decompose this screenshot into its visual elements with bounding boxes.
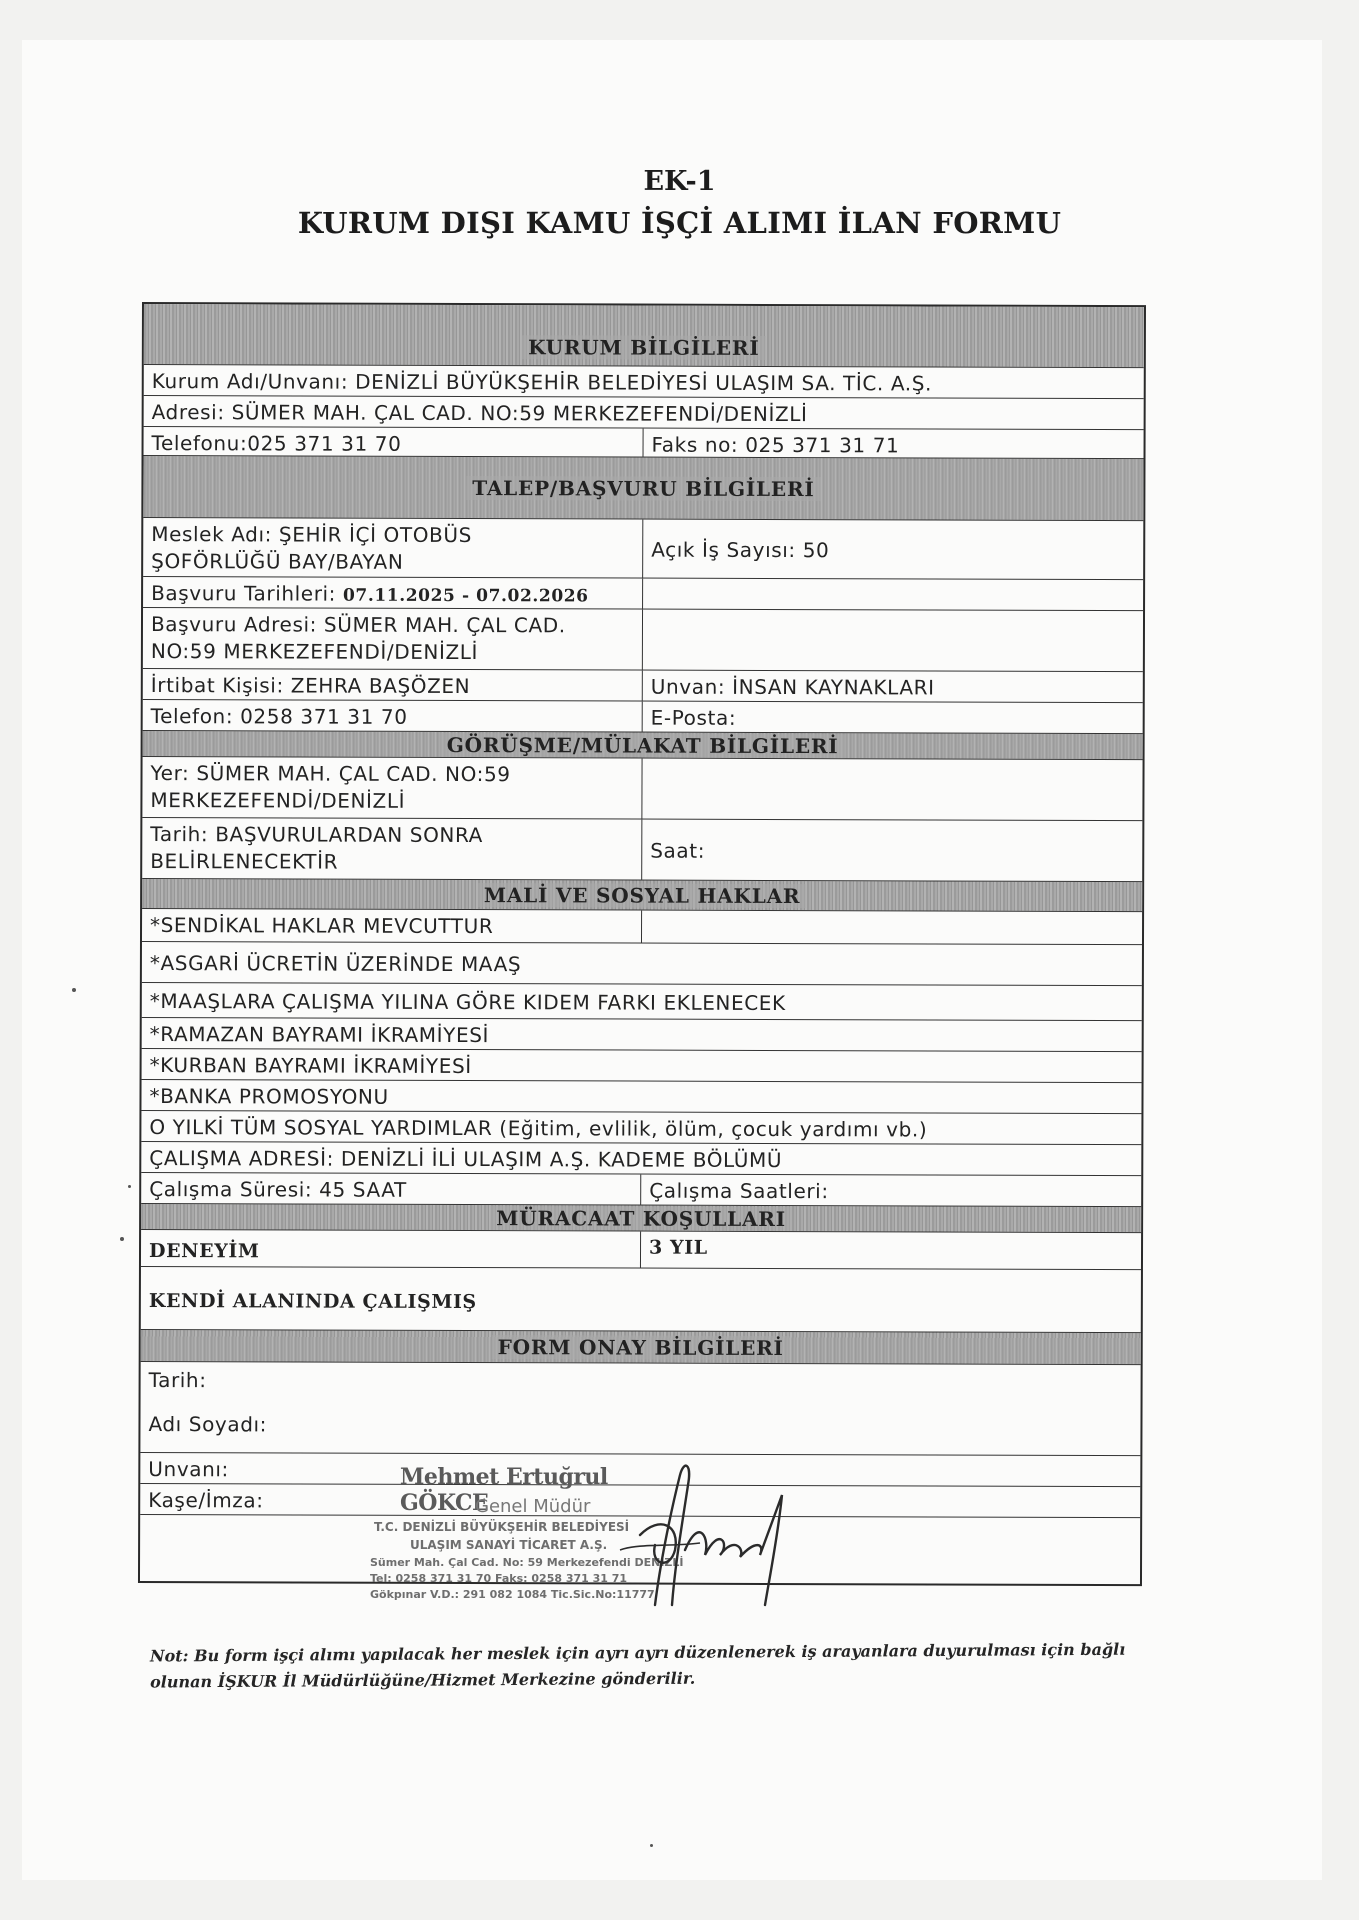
gorusme-tarih: [142, 818, 642, 880]
stamp-line: Tel: 0258 371 31 70 Faks: 0258 371 31 71: [370, 1572, 628, 1585]
form-row: [141, 1172, 1141, 1206]
form-row: [142, 982, 1142, 1020]
form-row: [142, 1048, 1142, 1082]
section-title: MALİ VE SOSYAL HAKLAR: [478, 883, 806, 908]
footnote: Not: Bu form işçi alımı yapılacak her meslek için ayrı ayrı düzenlenerek iş arayanlara duyurulması için bağlı olunan İŞKUR İl Müdürlüğüne/Hizmet Merkezine gönderilir.: [149, 1639, 1126, 1692]
basvuru-tarihleri-label: Başvuru Tarihleri:: [151, 581, 344, 606]
section-title: GÖRÜŞME/MÜLAKAT BİLGİLERİ: [441, 732, 845, 757]
onay-kase-imza: Kaşe/İmza:: [148, 1488, 264, 1513]
basvuru-adresi: [143, 608, 643, 670]
acik-is-sayisi: Açık İş Sayısı: 50: [651, 537, 830, 563]
gorusme-yer: [142, 757, 642, 819]
hak-item: *BANKA PROMOSYONU: [149, 1084, 389, 1109]
onay-tarih: Tarih:: [148, 1368, 207, 1393]
kurum-faks: Faks no: 025 371 31 71: [651, 432, 900, 458]
muracaat-aciklama: KENDİ ALANINDA ÇALIŞMIŞ: [148, 1289, 477, 1313]
stamp-line: T.C. DENİZLİ BÜYÜKŞEHİR BELEDİYESİ: [374, 1520, 630, 1534]
stamp-name: Mehmet Ertuğrul GÖKCE: [400, 1464, 608, 1516]
gorusme-tarih-line: Tarih: BAŞVURULARDAN SONRA: [150, 822, 484, 848]
form-row: [144, 426, 1144, 458]
kurum-telefon: Telefonu:025 371 31 70: [144, 427, 644, 457]
meslek-adi: [143, 518, 643, 578]
form-row: [141, 1229, 1141, 1269]
onay-unvani: Unvanı:: [148, 1457, 229, 1482]
scan-speck: [120, 1237, 124, 1241]
form-row: [144, 364, 1144, 398]
section-onay: [141, 1329, 1141, 1364]
section-talep: [143, 455, 1143, 520]
stamp-line: Sümer Mah. Çal Cad. No: 59 Merkezefendi DENİZLİ: [370, 1556, 684, 1569]
form-row: [142, 817, 1142, 881]
empty-cell: [643, 610, 1143, 672]
hak-item: O YILKİ TÜM SOSYAL YARDIMLAR (Eğitim, evlilik, ölüm, çocuk yardımı vb.): [149, 1115, 928, 1142]
section-gorusme: [143, 730, 1143, 759]
kurum-adres: Adresi: SÜMER MAH. ÇAL CAD. NO:59 MERKEZEFENDİ/DENİZLİ: [151, 400, 808, 427]
form-row: [143, 668, 1143, 702]
calisma-adresi: ÇALIŞMA ADRESİ: DENİZLİ İLİ ULAŞIM A.Ş. KADEME BÖLÜMÜ: [149, 1146, 783, 1173]
form-row: [143, 517, 1143, 579]
announcement-form: [138, 302, 1146, 1586]
hak-item: *SENDİKAL HAKLAR MEVCUTTUR: [142, 909, 642, 943]
calisma-suresi: Çalışma Süresi: 45 SAAT: [141, 1173, 641, 1205]
hak-item: *RAMAZAN BAYRAMI İKRAMİYESİ: [149, 1022, 490, 1048]
form-row: [141, 1266, 1141, 1332]
gorusme-yer-line: MERKEZEFENDİ/DENİZLİ: [150, 788, 406, 813]
section-kurum: [144, 304, 1144, 367]
basvuru-adresi-line: Başvuru Adresi: SÜMER MAH. ÇAL CAD.: [150, 612, 566, 638]
basvuru-adresi-line: NO:59 MERKEZEFENDİ/DENİZLİ: [150, 639, 479, 665]
scan-speck: [128, 1185, 131, 1188]
signature-icon: [560, 1455, 820, 1625]
stamp-title: Genel Müdür: [475, 1496, 591, 1517]
section-title: KURUM BİLGİLERİ: [522, 335, 765, 360]
empty-cell: [642, 911, 1142, 945]
basvuru-tarihleri: [143, 577, 643, 609]
form-row: [143, 699, 1143, 733]
basvuru-tarihleri-value: 07.11.2025 - 07.02.2026: [342, 585, 589, 607]
hak-item: *MAAŞLARA ÇALIŞMA YILINA GÖRE KIDEM FARKI EKLENECEK: [149, 989, 786, 1016]
section-title: MÜRACAAT KOŞULLARI: [490, 1206, 792, 1231]
form-row: [141, 1141, 1141, 1175]
form-row: [142, 908, 1142, 944]
deneyim-value: 3 YIL: [648, 1236, 708, 1259]
scan-speck: [72, 988, 76, 992]
form-code: EK-1: [643, 166, 716, 197]
form-row: [142, 756, 1142, 820]
scan-speck: [650, 1844, 653, 1847]
calisma-saatleri: Çalışma Saatleri:: [649, 1178, 829, 1204]
form-row: [143, 576, 1143, 610]
stamp-line: ULAŞIM SANAYİ TİCARET A.Ş.: [410, 1538, 608, 1552]
section-muracaat: [141, 1203, 1141, 1232]
onay-adi-soyadi: Adı Soyadı:: [148, 1412, 268, 1437]
section-mali: [142, 878, 1142, 911]
section-title: FORM ONAY BİLGİLERİ: [492, 1335, 790, 1360]
irtibat-unvan: Unvan: İNSAN KAYNAKLARI: [650, 674, 935, 700]
irtibat-kisisi: İrtibat Kişisi: ZEHRA BAŞÖZEN: [143, 669, 643, 701]
form-row: [141, 1079, 1141, 1113]
section-title: TALEP/BAŞVURU BİLGİLERİ: [466, 476, 820, 501]
stamp-line: Gökpınar V.D.: 291 082 1084 Tic.Sic.No:11777: [370, 1588, 655, 1601]
form-row: [144, 395, 1144, 429]
form-row: [141, 1361, 1141, 1397]
gorusme-yer-line: Yer: SÜMER MAH. ÇAL CAD. NO:59: [150, 761, 511, 787]
form-row: [142, 941, 1142, 985]
talep-telefon: Telefon: 0258 371 31 70: [143, 700, 643, 732]
form-row: [141, 1110, 1141, 1144]
form-row: [143, 607, 1143, 671]
empty-cell: [643, 579, 1143, 611]
kurum-adi: Kurum Adı/Unvanı: DENİZLİ BÜYÜKŞEHİR BELEDİYESİ ULAŞIM SA. TİC. A.Ş.: [151, 369, 933, 396]
hak-item: *ASGARİ ÜCRETİN ÜZERİNDE MAAŞ: [149, 951, 522, 977]
hak-item: *KURBAN BAYRAMI İKRAMİYESİ: [149, 1053, 472, 1079]
meslek-adi-line: Meslek Adı: ŞEHİR İÇİ OTOBÜS: [151, 522, 472, 548]
deneyim-label: DENEYİM: [141, 1230, 641, 1268]
form-row: [140, 1394, 1140, 1455]
form-title: KURUM DIŞI KAMU İŞÇİ ALIMI İLAN FORMU: [297, 206, 1062, 240]
gorusme-tarih-line: BELİRLENECEKTİR: [150, 849, 339, 874]
gorusme-saat: Saat:: [650, 838, 706, 863]
empty-cell: [642, 759, 1142, 821]
meslek-adi-line: ŞOFÖRLÜĞÜ BAY/BAYAN: [151, 549, 404, 574]
talep-eposta: E-Posta:: [650, 705, 737, 730]
form-row: [142, 1017, 1142, 1051]
